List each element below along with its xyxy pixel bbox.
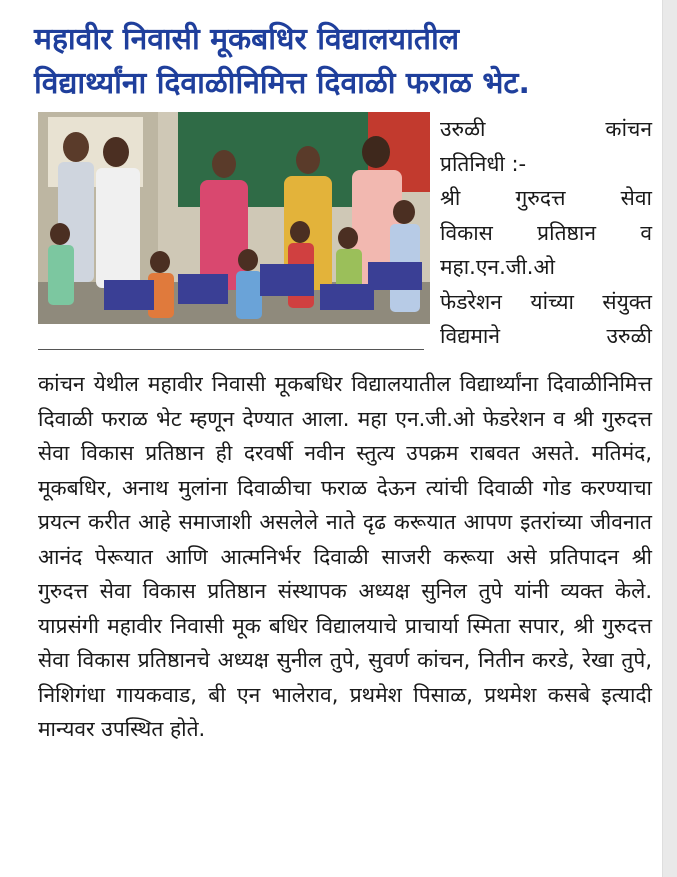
intro-line-3: महा.एन.जी.ओ <box>440 255 555 279</box>
article-body: कांचन येथील महावीर निवासी मूकबधिर विद्यालयातील विद्यार्थ्यांना दिवाळीनिमित्त दिवाळी फराळ भेट म्हणून देण्यात आला. महा एन.जी.ओ फेडरेशन व श्री गुरुदत्त सेवा विकास प्रतिष्ठान ही दरवर्षी नवीन स्तुत्य उपक्रम राबवत असते. मतिमंद, मूकबधिर, अनाथ मुलांना दिवाळीचा फराळ देऊन त्यांची दिवाळी गोड करण्याचा प्रयत्न करीत आहे समाजाशी असलेले नाते दृढ करूयात आपण इतरांच्या जीवनात आनंद पेरूयात आणि आत्मनिर्भर दिवाळी साजरी करूया असे प्रतिपादन श्री गुरुदत्त सेवा विकास प्रतिष्ठान संस्थापक अध्यक्ष सुनिल तुपे यांनी व्यक्त केले. याप्रसंगी महावीर निवासी मूक बधिर विद्यालयाचे प्राचार्या स्मिता सपार, श्री गुरुदत्त सेवा विकास प्रतिष्ठानचे अध्यक्ष सुनील तुपे, सुवर्ण कांचन, नितीन करडे, रेखा तुपे, निशिगंधा गायकवाड, बी एन भालेराव, प्रथमेश पिसाळ, प्रथमेश कसबे इत्यादी मान्यवर उपस्थित होते. <box>38 372 652 741</box>
event-photo <box>38 112 430 324</box>
headline-line-1: महावीर निवासी मूकबधिर विद्यालयातील <box>34 22 460 57</box>
dateline-reporter: प्रतिनिधी :- <box>440 151 527 176</box>
intro-line-2: विकास प्रतिष्ठान व <box>440 220 652 245</box>
intro-line-1: श्री गुरुदत्त सेवा <box>440 186 652 210</box>
article-intro-column <box>440 112 652 354</box>
event-photo-illustration <box>38 112 430 324</box>
dateline-place: उरुळी कांचन <box>440 117 652 141</box>
headline-line-2: विद्यार्थ्यांना दिवाळीनिमित्त दिवाळी फराळ भेट. <box>34 66 530 101</box>
vertical-scrollbar[interactable] <box>662 0 677 877</box>
intro-line-5: विद्यमाने उरुळी <box>440 324 652 348</box>
photo-divider <box>38 349 424 350</box>
intro-line-4: फेडरेशन यांच्या संयुक्त <box>440 289 652 314</box>
article-headline <box>34 18 644 106</box>
